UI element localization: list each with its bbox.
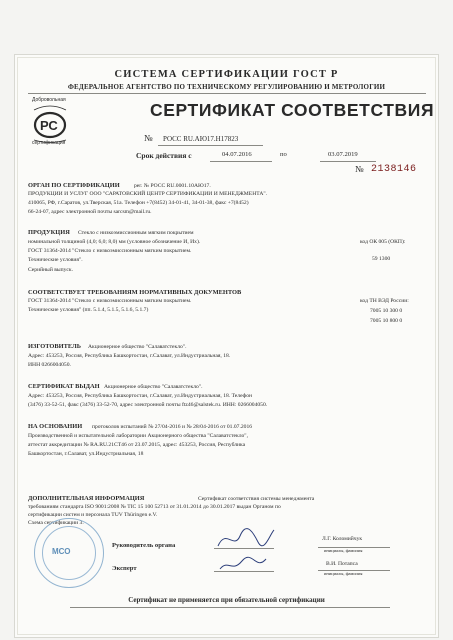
organ-line4: 66-24-07, адрес электронной почты sarcsm@mail.ru. [28, 209, 152, 215]
issued-line1: Акционерное общество "Салаватстекло". [104, 384, 203, 390]
tnved-code-2: 7005 10 800 0 [370, 318, 403, 324]
norms-line2: Технические условия" (пп. 5.1.4, 5.1.5, 5.1.6, 5.1.7) [28, 307, 149, 313]
serial-number: 2138146 [371, 164, 417, 175]
head-label: Руководитель органа [112, 542, 176, 549]
serial-prefix: № [355, 164, 364, 174]
extra-line4: Схема сертификации 3. [28, 520, 84, 526]
issued-label: СЕРТИФИКАТ ВЫДАН [28, 383, 100, 390]
seal-text: МСО [52, 547, 71, 556]
maker-line2: Адрес: 453253, Россия, Республика Башкортостан, г.Салават, ул.Индустриальная, 18. [28, 353, 231, 359]
expert-caption: инициалы, фамилия [324, 571, 363, 576]
agency-title: ФЕДЕРАЛЬНОЕ АГЕНТСТВО ПО ТЕХНИЧЕСКОМУ РЕГУЛИРОВАНИЮ И МЕТРОЛОГИИ [67, 83, 386, 91]
tnved-code-1: 7005 10 300 0 [370, 308, 403, 314]
issued-line2: Адрес: 453253, Россия, Республика Башкортостан, г.Салават, ул.Индустриальная, 18. Телефон [28, 393, 253, 399]
product-line1: Стекло с низкоэмиссионным мягким покрытием [78, 230, 194, 236]
reg-number: РОСС RU.АЮ17.Н17823 [163, 135, 239, 143]
date-to-label: по [280, 151, 287, 158]
reg-underline [158, 145, 263, 146]
logo-bottom-text: сертификация [32, 140, 66, 146]
product-line3: ГОСТ 31364-2014 "Стекло с низкоэмиссионным мягким покрытием. [28, 248, 192, 254]
date-from-underline [210, 161, 272, 162]
tnved-label: код ТН ВЭД России: [360, 298, 409, 304]
system-title: СИСТЕМА СЕРТИФИКАЦИИ ГОСТ Р [114, 69, 339, 80]
footer-divider [70, 607, 390, 608]
organ-line3: 410065, РФ, г.Саратов, ул.Тверская, 51а. Телефон +7(8452) 34-01-41, 34-01-38, факс +7(8452) [28, 200, 249, 206]
certificate-title: СЕРТИФИКАТ СООТВЕТСТВИЯ [150, 100, 435, 120]
organ-label: ОРГАН ПО СЕРТИФИКАЦИИ [28, 182, 120, 189]
norms-line1: ГОСТ 31364-2014 "Стекло с низкоэмиссионным мягким покрытием. [28, 298, 192, 304]
extra-line3: сертификации систем и персонала TUV Thüringen e.V. [28, 512, 158, 518]
date-from: 04.07.2016 [222, 151, 252, 158]
header-divider [28, 93, 426, 94]
product-line5: Серийный выпуск. [28, 267, 73, 273]
issued-line3: (3476) 33-52-51, факс (3476) 33-52-70, адрес электронной почты ftz46@salstek.ru. ИНН: 0266004050. [28, 402, 268, 408]
date-to-underline [320, 161, 376, 162]
extra-line2: требованиям стандарта ISO 9001:2008 № TIC 15 100 52713 от 31.01.2014 до 30.01.2017 выдан Органом по [28, 504, 281, 510]
validity-label: Срок действия с [136, 151, 192, 160]
svg-text:РС: РС [40, 118, 58, 133]
expert-label: Эксперт [112, 565, 137, 572]
norms-label: СООТВЕТСТВУЕТ ТРЕБОВАНИЯМ НОРМАТИВНЫХ ДОКУМЕНТОВ [28, 289, 242, 296]
maker-line1: Акционерное общество "Салаватстекло". [88, 344, 187, 350]
footer-note: Сертификат не применяется при обязательной сертификации [128, 596, 325, 604]
expert-signature [214, 553, 278, 577]
basis-line2: Производственной и испытательной лаборатории Акционерного общества "Салаватстекло", [28, 433, 248, 439]
maker-line3: ИНН 0266004050. [28, 362, 71, 368]
head-signature [214, 526, 278, 552]
okp-label: код ОК 005 (ОКП): [360, 239, 406, 245]
basis-line3: аттестат аккредитации № RA.RU.21СТ46 от 23.07.2015, адрес: 453253, Россия, Республика [28, 442, 246, 448]
basis-line4: Башкортостан, г.Салават, ул.Индустриальная, 18 [28, 451, 144, 457]
head-name: Л.Г. Коломийчук [322, 536, 363, 542]
date-to: 03.07.2019 [328, 151, 358, 158]
basis-label: НА ОСНОВАНИИ [28, 423, 83, 430]
okp-value: 59 1300 [372, 256, 391, 262]
maker-label: ИЗГОТОВИТЕЛЬ [28, 343, 82, 350]
head-caption: инициалы, фамилия [324, 548, 363, 553]
logo-top-text: Добровольная [32, 97, 66, 103]
extra-line1: Сертификат соответствия системы менеджмента [198, 496, 315, 502]
organ-line2: ПРОДУКЦИИ И УСЛУГ ООО "САРАТОВСКИЙ ЦЕНТР СЕРТИФИКАЦИИ И МЕНЕДЖМЕНТА". [28, 191, 268, 197]
product-line2: номинальной толщиной (4,0; 6,0; 8,0) мм (условное обозначение И, Их). [28, 239, 201, 245]
extra-label: ДОПОЛНИТЕЛЬНАЯ ИНФОРМАЦИЯ [28, 495, 145, 502]
organ-line1: рег. № РОСС RU.0001.10АЮ17. [134, 183, 211, 189]
product-line4: Технические условия". [28, 257, 83, 263]
basis-line1: протоколов испытаний № 27/04-2016 и № 28/04-2016 от 01.07.2016 [92, 424, 253, 430]
product-label: ПРОДУКЦИЯ [28, 229, 70, 236]
gost-r-logo [28, 98, 72, 149]
reg-number-prefix: № [144, 133, 153, 143]
expert-name: В.И. Потапса [326, 561, 358, 567]
